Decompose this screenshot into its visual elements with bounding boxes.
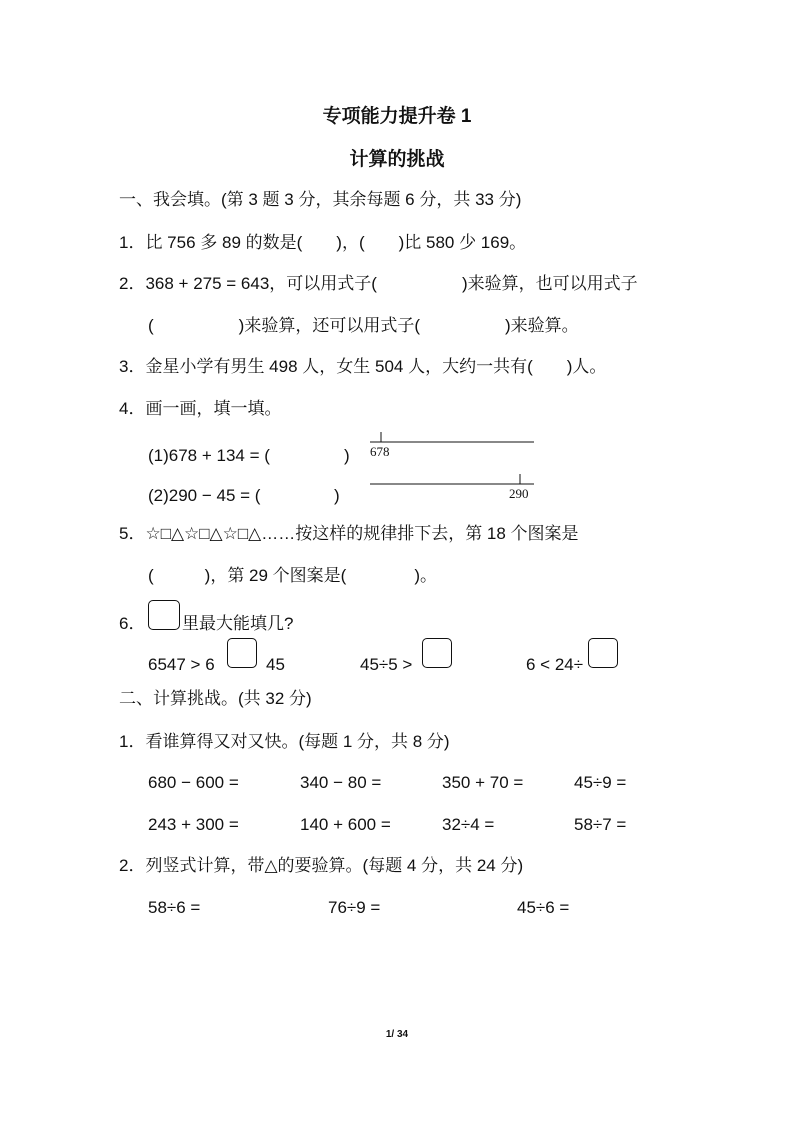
vertical-calc-item: 76÷9 = bbox=[328, 898, 381, 917]
q6-item1-left: 6547 > 6 bbox=[148, 655, 215, 674]
number-line-1-label: 678 bbox=[370, 444, 390, 459]
question-1-5-line2: ( )，第 29 个图案是( )。 bbox=[148, 566, 437, 585]
number-line-diagram bbox=[360, 426, 545, 504]
question-1-6-number: 6． bbox=[119, 614, 146, 633]
paper-subtitle: 计算的挑战 bbox=[349, 149, 445, 170]
q6-item1-right: 45 bbox=[266, 655, 285, 674]
number-line-2-label: 290 bbox=[509, 486, 529, 501]
q6-item3-left: 6 < 24÷ bbox=[526, 655, 584, 674]
question-1-5-line1: 5．☆□△☆□△☆□△……按这样的规律排下去，第 18 个图案是 bbox=[119, 524, 579, 543]
section1-heading: 一、我会填。(第 3 题 3 分，其余每题 6 分，共 33 分) bbox=[119, 190, 522, 209]
question-1-4-part2: (2)290 − 45 = ( bbox=[148, 486, 261, 505]
question-1-2-line2: ( )来验算，还可以用式子( )来验算。 bbox=[148, 316, 579, 335]
section2-heading: 二、计算挑战。(共 32 分) bbox=[119, 689, 312, 708]
q6-item3-box[interactable] bbox=[588, 638, 618, 668]
calc-item: 340 − 80 = bbox=[300, 773, 382, 792]
calc-item: 45÷9 = bbox=[574, 773, 627, 792]
calc-item: 243 + 300 = bbox=[148, 815, 239, 834]
answer-box bbox=[148, 600, 180, 630]
q6-item1-box[interactable] bbox=[227, 638, 257, 668]
calc-item: 680 − 600 = bbox=[148, 773, 239, 792]
question-1-3: 3．金星小学有男生 498 人，女生 504 人，大约一共有( )人。 bbox=[119, 357, 607, 376]
question-1-2-line1: 2．368 + 275 = 643，可以用式子( )来验算，也可以用式子 bbox=[119, 274, 638, 293]
calc-item: 32÷4 = bbox=[442, 815, 495, 834]
question-2-1-heading: 1．看谁算得又对又快。(每题 1 分，共 8 分) bbox=[119, 732, 450, 751]
calc-item: 350 + 70 = bbox=[442, 773, 524, 792]
question-1-1: 1．比 756 多 89 的数是( )，( )比 580 少 169。 bbox=[119, 233, 527, 252]
page-number: 1/ 34 bbox=[385, 1029, 409, 1040]
vertical-calc-item: 58÷6 = bbox=[148, 898, 201, 917]
question-1-4-part1: (1)678 + 134 = ( bbox=[148, 446, 270, 465]
calc-item: 140 + 600 = bbox=[300, 815, 391, 834]
q6-item2-left: 45÷5 > bbox=[360, 655, 413, 674]
paper-title: 专项能力提升卷 1 bbox=[322, 106, 472, 127]
q6-item2-box[interactable] bbox=[422, 638, 452, 668]
question-1-4-part2-close: ) bbox=[334, 486, 340, 505]
question-2-2-heading: 2．列竖式计算，带△的要验算。(每题 4 分，共 24 分) bbox=[119, 856, 524, 875]
calc-item: 58÷7 = bbox=[574, 815, 627, 834]
question-1-6-text: 里最大能填几? bbox=[182, 614, 294, 633]
question-1-4-heading: 4．画一画，填一填。 bbox=[119, 399, 282, 418]
question-1-4-part1-close: ) bbox=[344, 446, 350, 465]
vertical-calc-item: 45÷6 = bbox=[517, 898, 570, 917]
